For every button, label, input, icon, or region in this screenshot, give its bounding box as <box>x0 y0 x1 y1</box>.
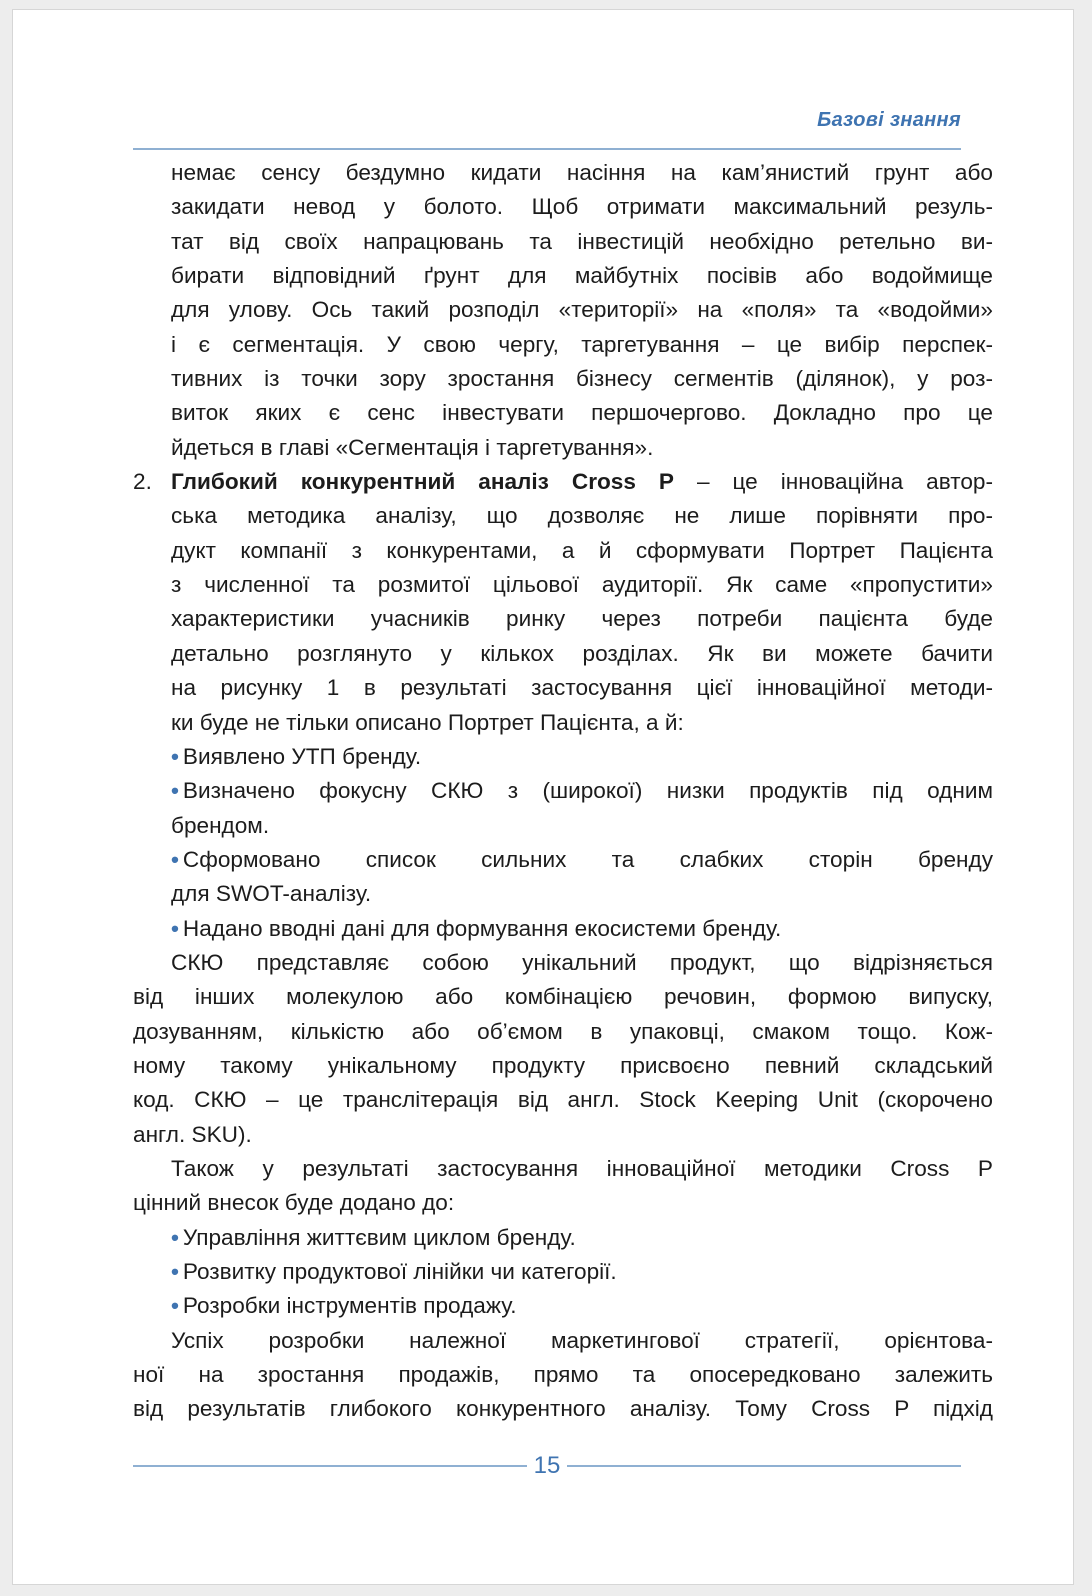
text-line: ної на зростання продажів, прямо та опосередковано залежить <box>133 1362 993 1388</box>
text-line: дозуванням, кількістю або об’ємом в упаковці, смаком тощо. Кож- <box>133 1018 993 1044</box>
bullet-icon: • <box>171 1224 179 1250</box>
bullet-item <box>133 774 993 808</box>
text-line: характеристики учасників ринку через потреби пацієнта буде <box>171 606 993 632</box>
bullet-text: Надано вводні дані для формування екосистеми бренду. <box>182 915 782 941</box>
item-bold-term: Глибокий конкурентний аналіз Cross P <box>171 469 674 495</box>
text-line: Успіх розробки належної маркетингової стратегії, орієнтова- <box>171 1327 993 1353</box>
bullet-item <box>133 1289 993 1323</box>
text-line: немає сенсу бездумно кидати насіння на кам’янистий грунт або <box>171 160 993 185</box>
bullet-text: Управління життєвим циклом бренду. <box>182 1224 576 1250</box>
text-line: на рисунку 1 в результаті застосування цієї інноваційної методи- <box>171 675 993 701</box>
text-line: йдеться в главі «Сегментація і таргетування». <box>171 434 654 460</box>
book-page <box>12 9 1074 1585</box>
list-item-2-heading <box>133 465 993 499</box>
running-header <box>133 104 961 150</box>
text-line: ки буде не тільки описано Портрет Пацієнта, а й: <box>171 709 684 735</box>
text-line: цінний внесок буде додано до: <box>133 1190 455 1216</box>
bullet-icon: • <box>171 743 179 769</box>
text-line: від результатів глибокого конкурентного аналізу. Тому Cross P підхід <box>133 1396 993 1422</box>
bullet-item <box>133 912 993 946</box>
bullet-text: Визначено фокусну СКЮ з (широкої) низки продуктів під одним <box>182 778 993 804</box>
text-line: і є сегментація. У свою чергу, таргетування – це вибір перспек- <box>171 331 993 357</box>
text-line: ська методика аналізу, що дозволяє не лише порівняти про- <box>171 503 993 529</box>
bullet-text-continued: брендом. <box>171 812 270 838</box>
bullet-text-continued: для SWOT-аналізу. <box>171 881 372 907</box>
text-line: тивних із точки зору зростання бізнесу сегментів (ділянок), у роз- <box>171 366 993 392</box>
text-line: від інших молекулою або комбінацією речовин, формою випуску, <box>133 984 993 1010</box>
page-body <box>133 156 993 1427</box>
bullet-icon: • <box>171 778 179 804</box>
bullet-item <box>133 1221 993 1255</box>
bullet-item <box>133 1255 993 1289</box>
text-line: з численної та розмитої цільової аудиторії. Як саме «пропустити» <box>171 572 993 598</box>
text-line: тат від своїх напрацювань та інвестицій необхідно ретельно ви- <box>171 228 993 254</box>
text-line: код. СКЮ – це транслітерація від англ. Stock Keeping Unit (скорочено <box>133 1087 993 1113</box>
bullet-text: Сформовано список сильних та слабких сторін бренду <box>182 846 993 872</box>
bullet-icon: • <box>171 915 179 941</box>
text-line: закидати невод у болото. Щоб отримати максимальний резуль- <box>171 194 993 220</box>
bullet-text: Виявлено УТП бренду. <box>182 743 422 769</box>
bullet-text: Розвитку продуктової лінійки чи категорії. <box>182 1259 617 1284</box>
page-footer <box>133 1450 961 1482</box>
text-line: СКЮ представляє собою унікальний продукт, що відрізняється <box>171 949 993 975</box>
page-number: 15 <box>533 1452 561 1479</box>
list-number: 2. <box>133 469 152 495</box>
bullet-icon: • <box>171 1259 179 1284</box>
text-line: виток яких є сенс інвестувати першочергово. Докладно про це <box>171 400 993 426</box>
text-line: ному такому унікальному продукту присвоєно певний складський <box>133 1052 993 1078</box>
text-line: детально розглянуто у кількох розділах. Як ви можете бачити <box>171 640 993 666</box>
footer-rule-right <box>567 1465 961 1467</box>
list-item-2-first-line <box>171 465 993 499</box>
bullet-item <box>133 843 993 877</box>
text-line: англ. SKU). <box>133 1121 252 1147</box>
text-line: для улову. Ось такий розподіл «території» на «поля» та «водойми» <box>171 297 993 323</box>
bullet-icon: • <box>171 846 179 872</box>
text-line: Також у результаті застосування інноваційної методики Cross P <box>171 1155 993 1181</box>
text-line: бирати відповідний ґрунт для майбутніх посівів або водоймище <box>171 263 993 289</box>
text-line: дукт компанії з конкурентами, а й сформувати Портрет Пацієнта <box>171 537 993 563</box>
bullet-icon: • <box>171 1293 179 1319</box>
bullet-text: Розробки інструментів продажу. <box>182 1293 517 1319</box>
section-title: Базові знання <box>817 109 961 131</box>
item-first-rest: – це інноваційна автор- <box>673 469 993 495</box>
bullet-item <box>133 740 993 774</box>
